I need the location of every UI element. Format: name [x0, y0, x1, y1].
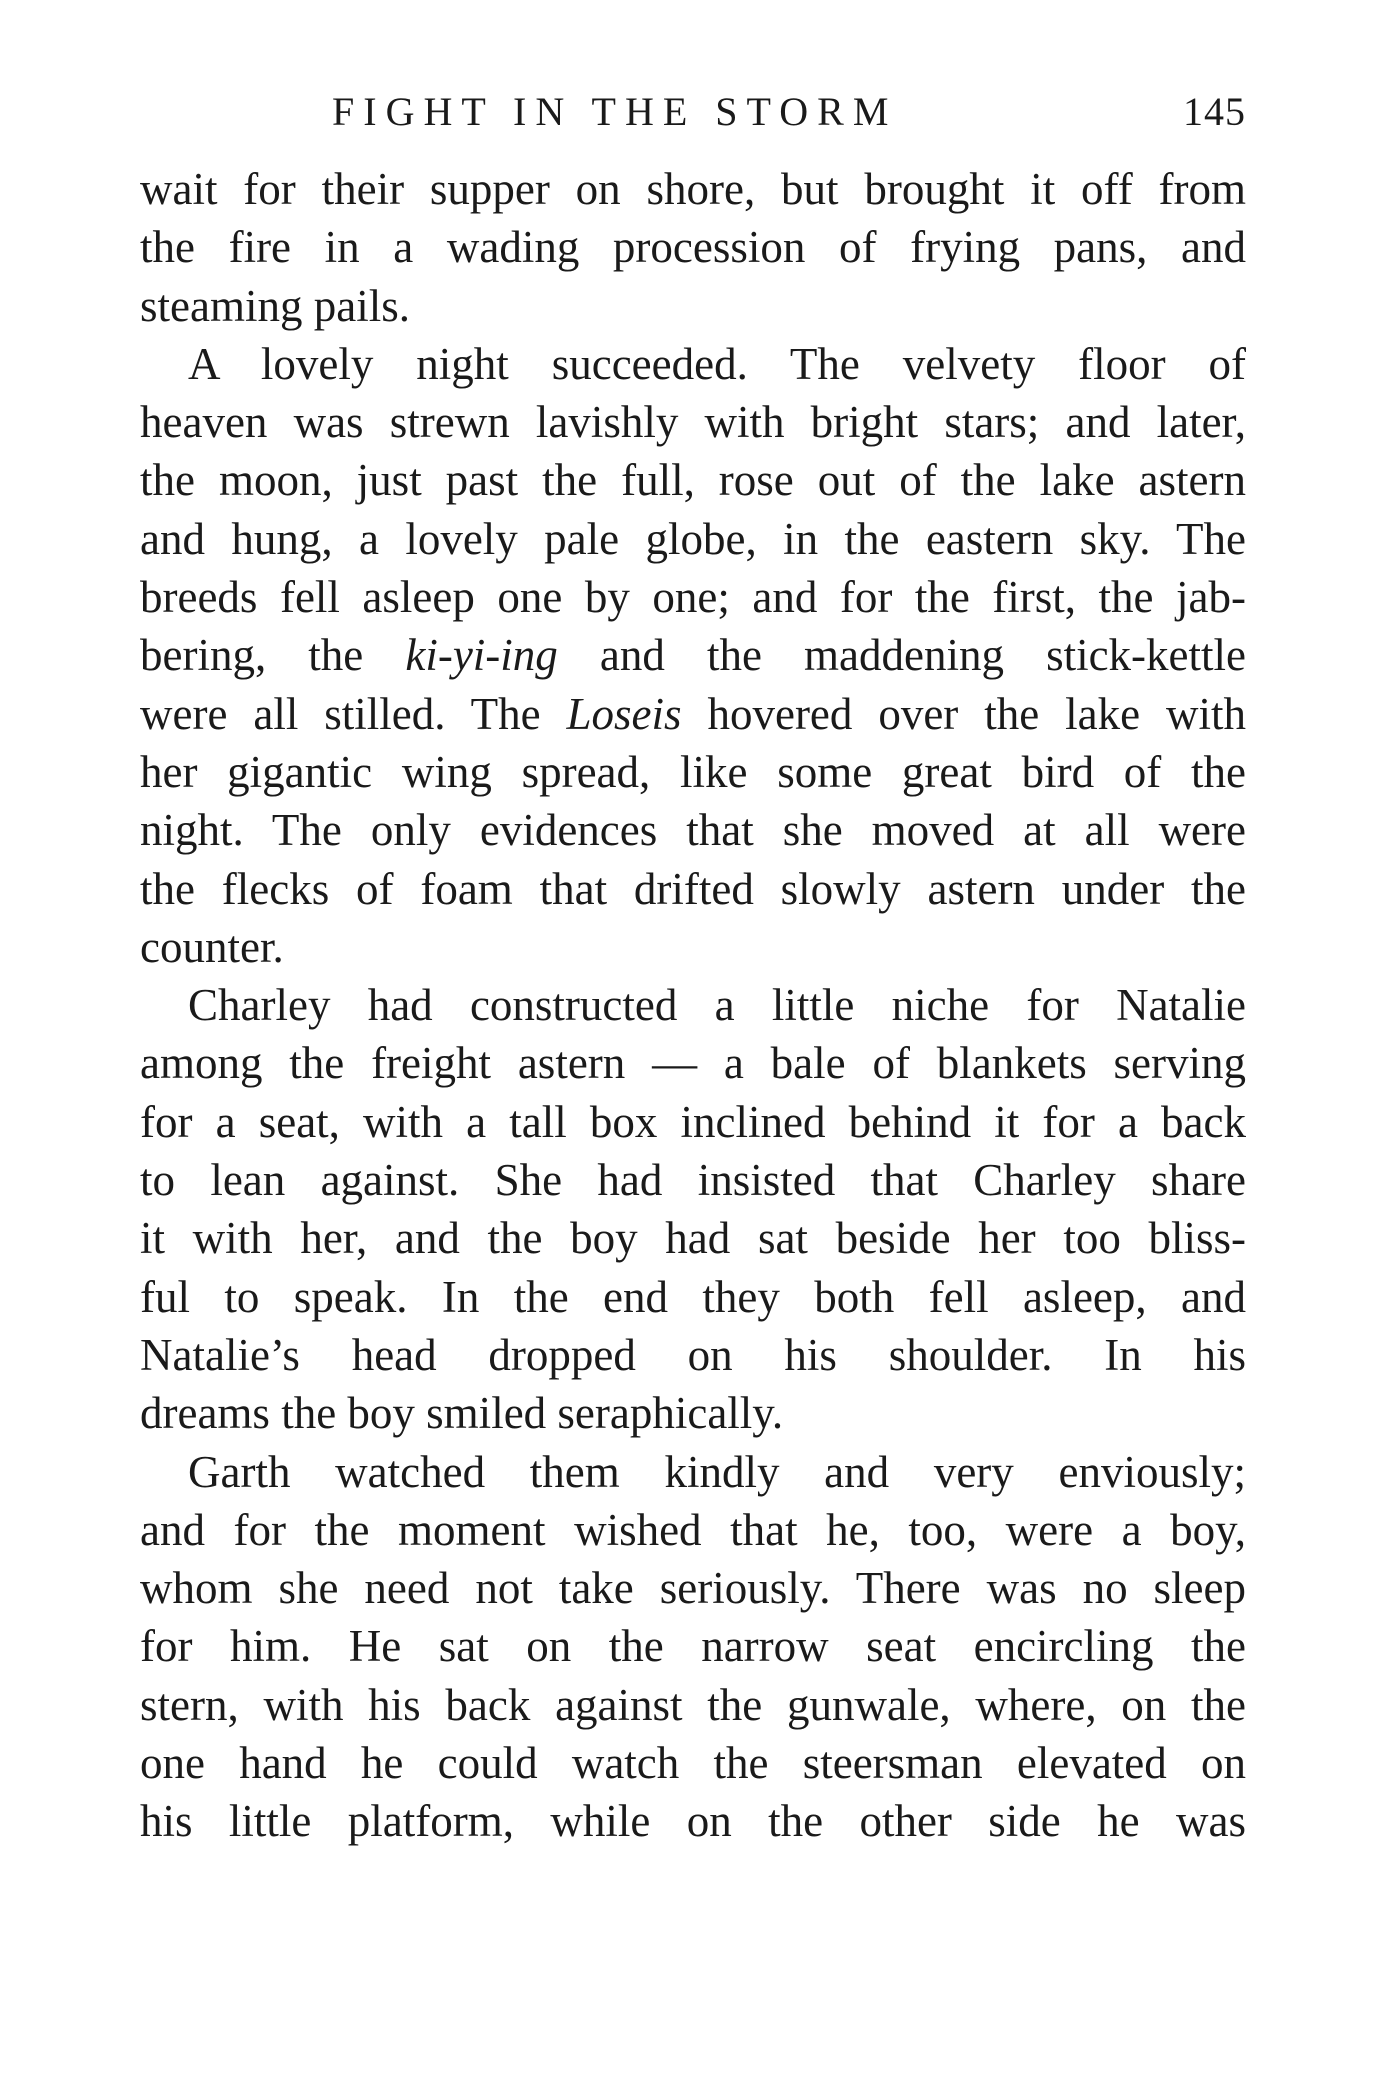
body-text: [140, 160, 1246, 1851]
text-line: for him. He sat on the narrow seat encircling the: [140, 1621, 1246, 1672]
text-line: heaven was strewn lavishly with bright stars; and later,: [140, 397, 1246, 448]
running-head: [140, 82, 1246, 142]
text-line: [140, 626, 1246, 684]
text-line: whom she need not take seriously. There was no sleep: [140, 1563, 1246, 1614]
text-line: for a seat, with a tall box inclined behind it for a back: [140, 1096, 1246, 1147]
text-line: the moon, just past the full, rose out of the lake astern: [140, 455, 1246, 506]
text-line: breeds fell asleep one by one; and for the first, the jab-: [140, 572, 1246, 623]
text-line: wait for their supper on shore, but brought it off from: [140, 164, 1246, 214]
text-segment: hovered over the lake with: [681, 688, 1246, 739]
text-line: stern, with his back against the gunwale, where, on the: [140, 1679, 1246, 1730]
text-line: the flecks of foam that drifted slowly astern under the: [140, 863, 1246, 914]
running-title: FIGHT IN THE STORM: [332, 89, 898, 134]
text-line: and hung, a lovely pale globe, in the eastern sky. The: [140, 513, 1246, 564]
text-line: the fire in a wading procession of frying pans, and: [140, 222, 1246, 273]
italic-term-ki-yi-ing: ki-yi-ing: [405, 630, 558, 681]
text-line: dreams the boy smiled seraphically.: [140, 1388, 784, 1439]
text-line: night. The only evidences that she moved at all were: [140, 805, 1246, 856]
text-line: among the freight astern — a bale of blankets serving: [140, 1038, 1246, 1089]
text-line: Garth watched them kindly and very enviously;: [188, 1446, 1246, 1497]
text-line: it with her, and the boy had sat beside her too bliss-: [140, 1213, 1246, 1264]
text-segment: and the maddening stick-kettle: [557, 630, 1246, 681]
text-line: A lovely night succeeded. The velvety floor of: [188, 338, 1246, 389]
italic-boat-name: Loseis: [566, 688, 682, 739]
text-line: steaming pails.: [140, 280, 410, 331]
text-line: [140, 685, 1246, 743]
text-segment: were all stilled. The: [140, 688, 567, 739]
text-line: Natalie’s head dropped on his shoulder. In his: [140, 1329, 1246, 1380]
text-line: Charley had constructed a little niche for Natalie: [188, 980, 1246, 1031]
page-number: 145: [1183, 89, 1246, 134]
text-line: his little platform, while on the other side he was: [140, 1796, 1246, 1847]
text-line: to lean against. She had insisted that Charley share: [140, 1155, 1246, 1206]
text-line: ful to speak. In the end they both fell asleep, and: [140, 1271, 1246, 1322]
text-segment: bering, the: [140, 630, 406, 681]
text-line: one hand he could watch the steersman elevated on: [140, 1738, 1246, 1789]
text-line: counter.: [140, 921, 284, 972]
text-line: and for the moment wished that he, too, were a boy,: [140, 1504, 1246, 1555]
text-line: her gigantic wing spread, like some great bird of the: [140, 746, 1246, 797]
